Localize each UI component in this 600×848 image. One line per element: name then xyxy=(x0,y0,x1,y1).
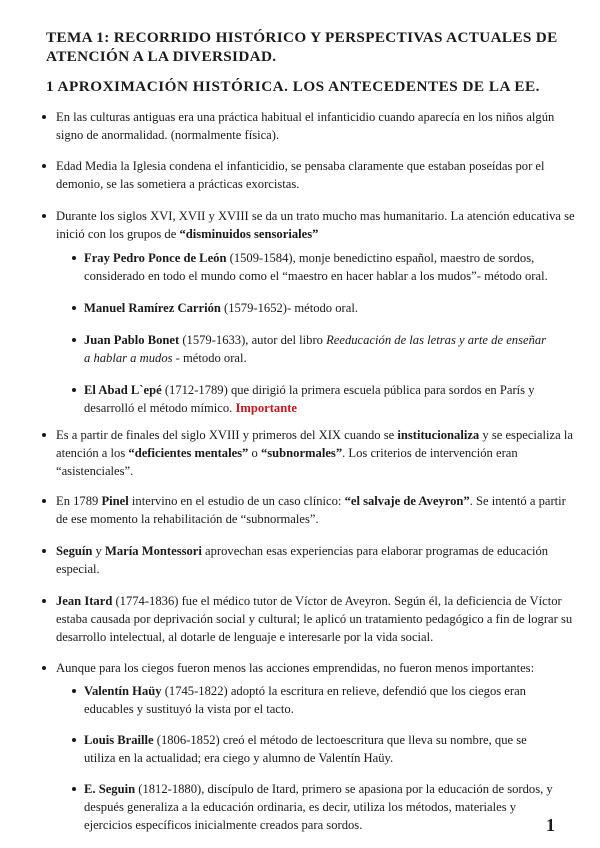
sub-bullet-ponce xyxy=(84,249,554,285)
bullet-text: y xyxy=(92,544,105,558)
bullet-icon xyxy=(72,388,76,392)
bullet-icon xyxy=(42,433,46,437)
bullet-text: (1579-1633), autor del libro xyxy=(179,333,327,347)
document-title: TEMA 1: RECORRIDO HISTÓRICO Y PERSPECTIVAS ACTUALES DE ATENCIÓN A LA DIVERSIDAD. xyxy=(46,29,558,65)
bullet-icon xyxy=(72,787,76,791)
bullet-icon xyxy=(42,214,46,218)
bullet-icon xyxy=(72,738,76,742)
bullet-text: Edad Media la Iglesia condena el infanticidio, se pensaba claramente que estaban poseídas por el demonio, se las sometiera a prácticas exorcistas. xyxy=(56,159,545,191)
sub-bullet-bonet xyxy=(84,331,554,367)
person-name: Pinel xyxy=(101,494,129,508)
bullet-text: Es a partir de finales del siglo XVIII y primeros del XIX cuando se xyxy=(56,428,398,442)
bullet-icon xyxy=(42,599,46,603)
person-name: Valentín Haüy xyxy=(84,684,162,698)
bold-term: “disminuidos sensoriales” xyxy=(179,227,319,241)
bullet-antiguas xyxy=(56,108,576,144)
page-number: 1 xyxy=(546,815,555,835)
bold-term: “deficientes mentales” xyxy=(128,446,249,460)
bullet-icon xyxy=(42,549,46,553)
bullet-icon xyxy=(72,256,76,260)
bullet-icon xyxy=(42,115,46,119)
person-name: El Abad L`epé xyxy=(84,383,162,397)
bullet-seguin-montessori xyxy=(56,542,576,578)
person-name: Louis Braille xyxy=(84,733,154,747)
bullet-text: o xyxy=(248,446,261,460)
bullet-text: En 1789 xyxy=(56,494,102,508)
bullet-icon xyxy=(42,666,46,670)
sub-bullet-seguin xyxy=(84,780,554,834)
bold-term: “el salvaje de Aveyron” xyxy=(344,494,470,508)
bullet-text: Durante los siglos XVI, XVII y XVIII se da un trato mucho mas humanitario. La atención educativa se inició con los grupos de xyxy=(56,209,575,241)
bullet-text: (1712-1789) que dirigió la primera escuela pública para sordos en París y desarrolló el método mímico. xyxy=(84,383,535,415)
bold-term: institucionaliza xyxy=(397,428,480,442)
sub-bullet-hauy xyxy=(84,682,554,718)
sub-bullet-ramirez xyxy=(84,299,554,317)
person-name: Manuel Ramírez Carrión xyxy=(84,301,221,315)
bullet-text: y se especializa la atención a los xyxy=(56,428,573,460)
bullet-text: . Los criterios de intervención eran “asistenciales”. xyxy=(56,446,518,478)
bullet-institucionaliza xyxy=(56,426,576,480)
bullet-pinel xyxy=(56,492,576,528)
person-name: Juan Pablo Bonet xyxy=(84,333,180,347)
bullet-text: aprovechan esas experiencias para elaborar programas de educación especial. xyxy=(56,544,549,576)
person-name: María Montessori xyxy=(105,544,202,558)
bullet-icon xyxy=(72,306,76,310)
bullet-ciegos xyxy=(56,659,576,677)
person-name: Fray Pedro Ponce de León xyxy=(84,251,227,265)
bullet-text: En las culturas antiguas era una práctica habitual el infanticidio cuando aparecía en los niños algún signo de anormalidad. (normalmente física). xyxy=(56,110,555,142)
bullet-text: - método oral. xyxy=(172,351,247,365)
section-heading: 1 APROXIMACIÓN HISTÓRICA. LOS ANTECEDENTES DE LA EE. xyxy=(46,78,540,95)
bullet-text: intervino en el estudio de un caso clínico: xyxy=(128,494,345,508)
important-tag: Importante xyxy=(235,401,298,415)
person-name: E. Seguin xyxy=(84,782,136,796)
bold-term: “subnormales” xyxy=(260,446,343,460)
person-name: Jean Itard xyxy=(56,594,113,608)
bullet-icon xyxy=(42,164,46,168)
book-title: Reeducación de las letras y arte de enseñar a hablar a mudos xyxy=(84,333,547,365)
bullet-icon xyxy=(42,499,46,503)
bullet-text: (1806-1852) creó el método de lectoescritura que lleva su nombre, que se utiliza en la actualidad; era ciego y alumno de Valentín Haüy. xyxy=(84,733,527,765)
sub-bullet-lepe xyxy=(84,381,554,417)
bullet-text: (1579-1652)- método oral. xyxy=(220,301,358,315)
bullet-text: (1812-1880), discípulo de Itard, primero se apasiona por la educación de sordos, y después generaliza a la educación ordinaria, es decir, utiliza los métodos, materiales y ejercicios específicos inicialmente creados para sordos. xyxy=(84,782,553,832)
bullet-itard xyxy=(56,592,576,646)
sub-bullet-braille xyxy=(84,731,554,767)
bullet-edad-media xyxy=(56,157,576,193)
bullet-text: (1774-1836) fue el médico tutor de Víctor de Aveyron. Según él, la deficiencia de Víctor estaba causada por deprivación social y cultural; le aplicó un tratamiento pedagógico a fin de lograr su desarrollo intelectual, al dotarle de lenguaje e interesarle por la vida social. xyxy=(56,594,573,644)
person-name: Seguín xyxy=(56,544,93,558)
bullet-icon xyxy=(72,689,76,693)
bullet-text: (1745-1822) adoptó la escritura en relieve, defendió que los ciegos eran educables y sustituyó la vista por el tacto. xyxy=(84,684,526,716)
bullet-text: (1509-1584), monje benedictino español, maestro de sordos, considerado en todo el mundo como el “maestro en hacer hablar a los mudos”- método oral. xyxy=(84,251,548,283)
bullet-text: . Se intentó a partir de ese momento la rehabilitación de “subnormales”. xyxy=(56,494,566,526)
bullet-text: Aunque para los ciegos fueron menos las acciones emprendidas, no fueron menos importantes: xyxy=(56,661,535,675)
bullet-siglos xyxy=(56,207,576,243)
bullet-icon xyxy=(72,338,76,342)
